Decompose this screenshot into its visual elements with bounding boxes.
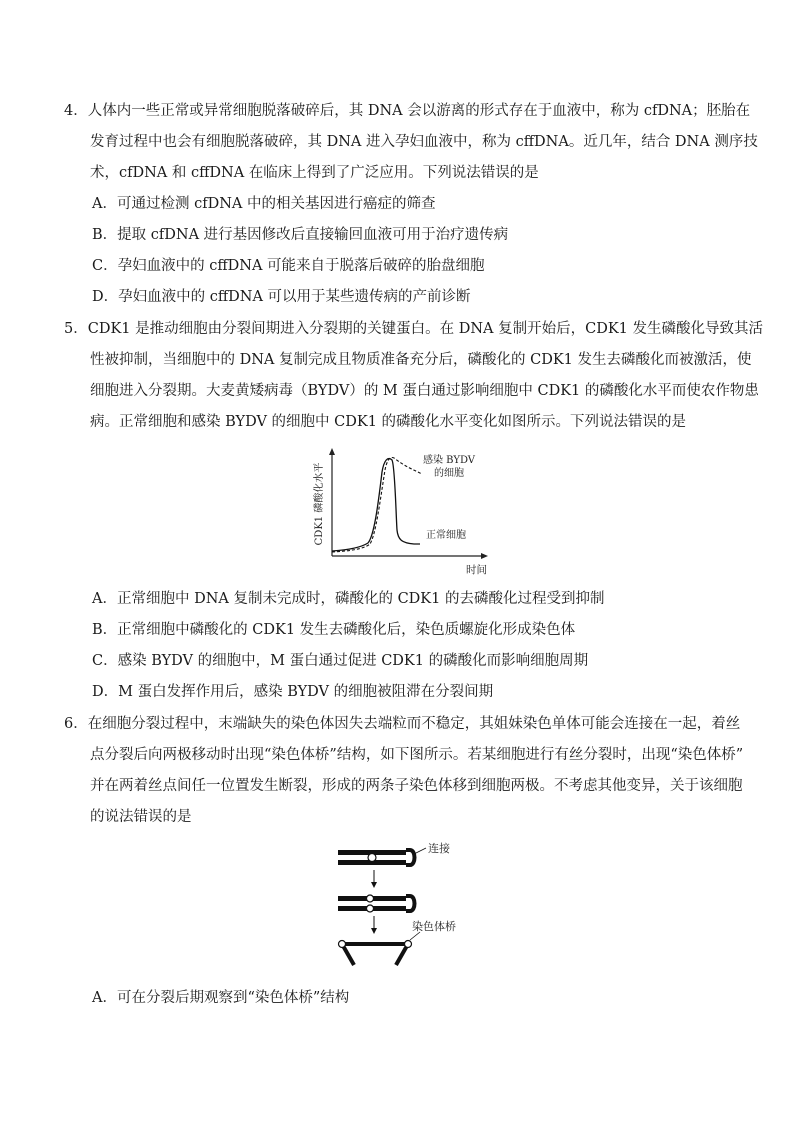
question-4-stem-line: 术，cfDNA 和 cffDNA 在临床上得到了广泛应用。下列说法错误的是 <box>90 165 539 181</box>
x-axis-arrow <box>481 553 488 559</box>
chromosome-bridge-figure <box>330 840 480 970</box>
question-6-stem-line: 点分裂后向两极移动时出现“染色体桥”结构，如下图所示。若某细胞进行有丝分裂时，出现“染色体桥” <box>90 747 744 763</box>
question-6-stem-line: 并在两着丝点间任一位置发生断裂，形成的两条子染色体移到细胞两极。不考虑其他变异，关于该细胞 <box>90 778 743 794</box>
y-axis-arrow <box>329 448 335 455</box>
question-5-option-c: C．感染 BYDV 的细胞中，M 蛋白通过促进 CDK1 的磷酸化而影响细胞周期 <box>92 653 589 669</box>
question-5-stem-line: 5．CDK1 是推动细胞由分裂间期进入分裂期的关键蛋白。在 DNA 复制开始后，CDK1 发生磷酸化导致其活 <box>64 321 763 337</box>
question-5-stem-line: 细胞进入分裂期。大麦黄矮病毒（BYDV）的 M 蛋白通过影响细胞中 CDK1 的磷酸化水平而使农作物患 <box>90 383 759 399</box>
question-4-option-b: B．提取 cfDNA 进行基因修改后直接输回血液可用于治疗遗传病 <box>92 227 509 243</box>
infected-cell-label-line1: 感染 BYDV <box>423 455 476 466</box>
cdk1-phosphorylation-figure <box>308 446 508 578</box>
y-axis-label: CDK1 磷酸化水平 <box>314 462 325 546</box>
separating-chromatids <box>338 895 415 912</box>
question-4-option-a: A．可通过检测 cfDNA 中的相关基因进行癌症的筛查 <box>92 196 436 212</box>
bridge-label: 染色体桥 <box>412 920 456 933</box>
arrow-2-head <box>371 928 377 934</box>
normal-cell-curve <box>332 459 420 552</box>
question-4-stem-line: 4．人体内一些正常或异常细胞脱落破碎后，其 DNA 会以游离的形式存在于血液中，称为 cfDNA；胚胎在 <box>64 103 751 119</box>
infected-cell-curve <box>332 458 422 553</box>
question-6-stem-line: 的说法错误的是 <box>90 809 192 825</box>
infected-cell-label-line2: 的细胞 <box>434 468 464 479</box>
x-axis-label: 时间 <box>466 564 487 576</box>
question-4-stem-line: 发育过程中也会有细胞脱落破碎，其 DNA 进入孕妇血液中，称为 cffDNA。近几年，结合 DNA 测序技 <box>90 134 758 150</box>
question-6-stem-line: 6．在细胞分裂过程中，末端缺失的染色体因失去端粒而不稳定，其姐妹染色单体可能会连接在一起，着丝 <box>64 716 741 732</box>
normal-cell-label: 正常细胞 <box>426 530 466 541</box>
connected-chromatids <box>338 848 426 865</box>
question-6-option-a: A．可在分裂后期观察到“染色体桥”结构 <box>92 990 350 1006</box>
question-4-option-c: C．孕妇血液中的 cffDNA 可能来自于脱落后破碎的胎盘细胞 <box>92 258 485 274</box>
question-5-option-a: A．正常细胞中 DNA 复制未完成时，磷酸化的 CDK1 的去磷酸化过程受到抑制 <box>92 591 605 607</box>
question-4-option-d: D．孕妇血液中的 cffDNA 可以用于某些遗传病的产前诊断 <box>92 289 471 305</box>
connect-label: 连接 <box>428 842 450 855</box>
question-5-option-b: B．正常细胞中磷酸化的 CDK1 发生去磷酸化后，染色质螺旋化形成染色体 <box>92 622 576 638</box>
question-5-option-d: D．M 蛋白发挥作用后，感染 BYDV 的细胞被阻滞在分裂间期 <box>92 684 494 700</box>
question-5-stem-line: 性被抑制，当细胞中的 DNA 复制完成且物质准备充分后，磷酸化的 CDK1 发生去磷酸化而被激活，使 <box>90 352 752 368</box>
arrow-1-head <box>371 882 377 888</box>
chromosome-bridge <box>339 932 421 965</box>
question-5-stem-line: 病。正常细胞和感染 BYDV 的细胞中 CDK1 的磷酸化水平变化如图所示。下列说法错误的是 <box>90 414 687 430</box>
